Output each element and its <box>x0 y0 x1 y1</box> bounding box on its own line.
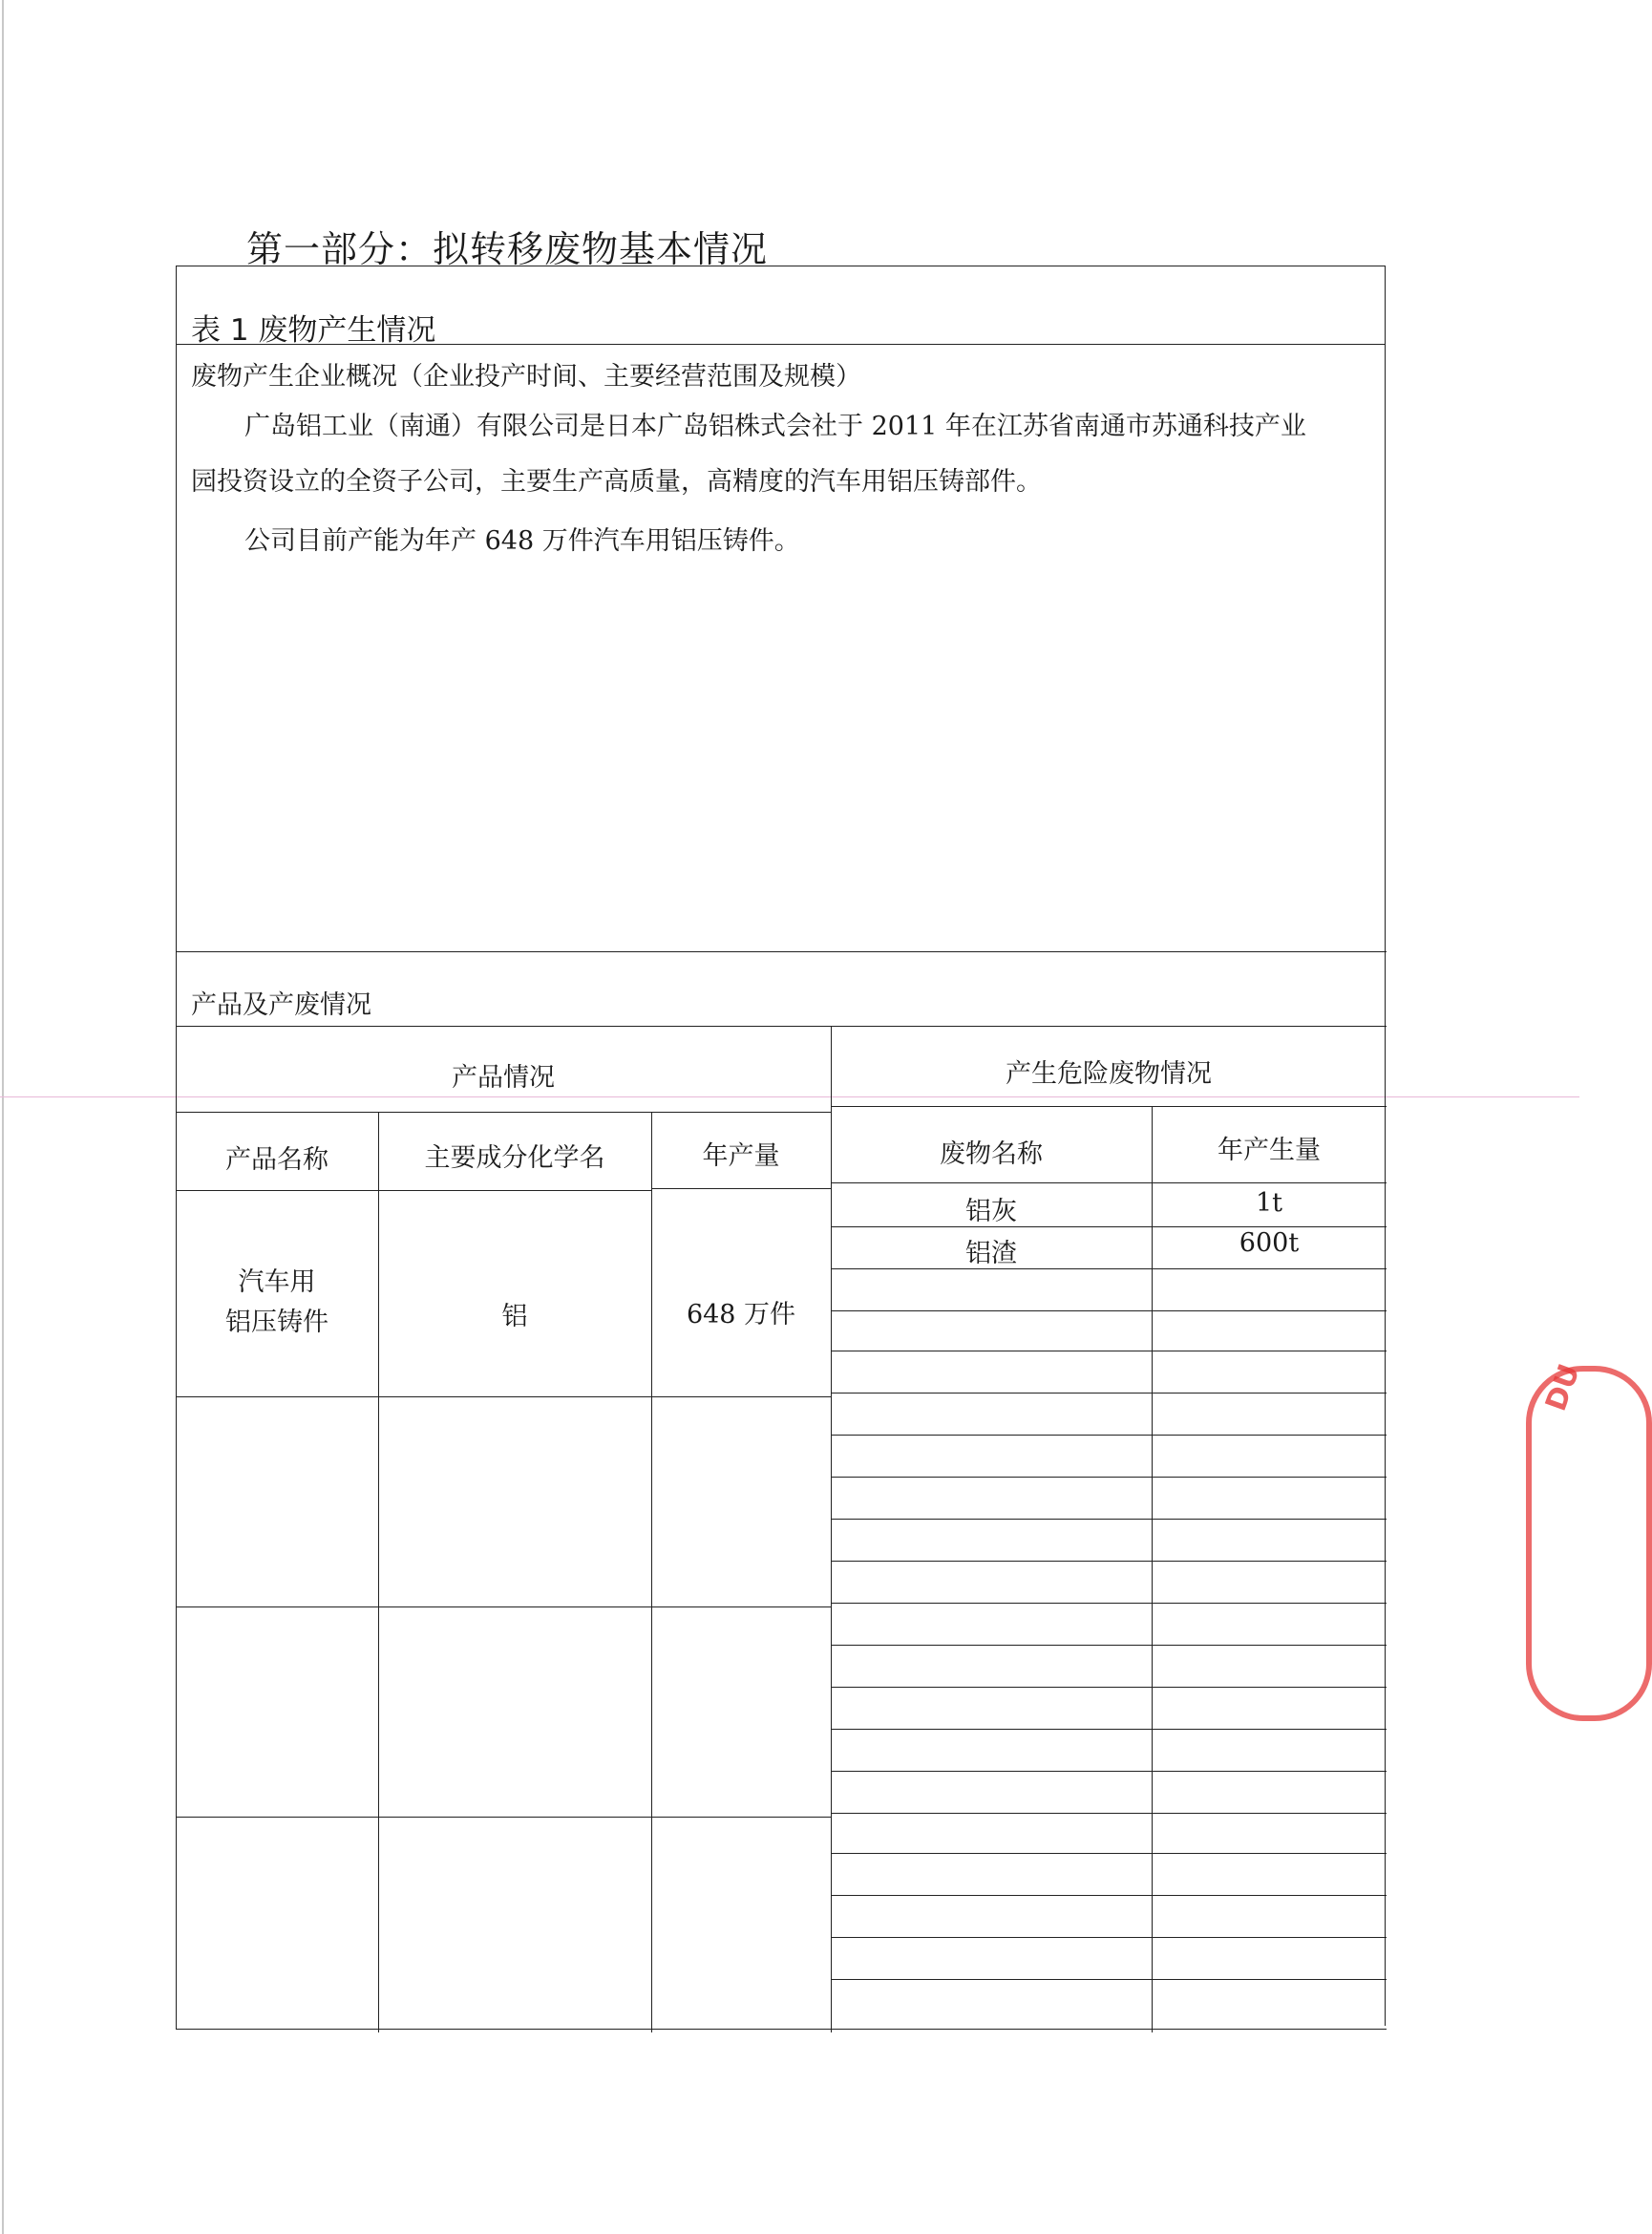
product-name-line1: 汽车用 <box>238 1267 316 1297</box>
rule <box>651 1188 831 1189</box>
col-annual-output: 年产量 <box>702 1141 780 1171</box>
rule <box>831 1603 1387 1604</box>
rule <box>831 1106 1387 1107</box>
rule <box>831 1687 1387 1688</box>
rule <box>831 1853 1387 1854</box>
rule <box>831 1771 1387 1772</box>
table-title: 表 1 废物产生情况 <box>191 313 436 348</box>
rule <box>831 1226 1387 1227</box>
waste-amount-1: 1t <box>1255 1188 1283 1218</box>
scan-edge <box>2 0 4 2234</box>
col-annual-generation: 年产生量 <box>1218 1136 1321 1165</box>
waste-name-2: 铝渣 <box>965 1239 1017 1268</box>
col-product-name: 产品名称 <box>225 1145 328 1175</box>
rule <box>176 1112 831 1113</box>
overview-para1-line1: 广岛铝工业（南通）有限公司是日本广岛铝株式会社于 2011 年在江苏省南通市苏通科技产业 <box>244 412 1306 441</box>
rule <box>831 1519 1387 1520</box>
rule <box>831 1477 1387 1478</box>
row-rule <box>176 1817 831 1818</box>
table-border-bottom <box>176 2029 1387 2030</box>
product-output: 648 万件 <box>686 1300 796 1330</box>
product-name-line2: 铝压铸件 <box>225 1308 328 1337</box>
rule <box>176 344 1385 345</box>
rule <box>176 1026 1387 1027</box>
rule <box>831 1895 1387 1896</box>
waste-table <box>176 266 1385 2176</box>
row-rule <box>176 1606 831 1607</box>
rule <box>176 1190 651 1191</box>
rule <box>831 1937 1387 1938</box>
rule <box>831 1561 1387 1562</box>
waste-amount-2: 600t <box>1239 1228 1300 1258</box>
row-rule <box>176 1396 831 1397</box>
rule <box>831 1979 1387 1980</box>
col-main-component: 主要成分化学名 <box>424 1143 605 1173</box>
rule <box>831 1729 1387 1730</box>
company-seal <box>1526 1366 1652 1721</box>
overview-para2: 公司目前产能为年产 648 万件汽车用铝压铸件。 <box>244 526 800 556</box>
rule <box>831 1813 1387 1814</box>
seal-text: DU <box>1539 1359 1587 1415</box>
col-divider <box>378 1112 379 2032</box>
rule <box>831 1182 1387 1183</box>
overview-para1-line2: 园投资设立的全资子公司，主要生产高质量，高精度的汽车用铝压铸部件。 <box>191 467 1042 497</box>
overview-label: 废物产生企业概况（企业投产时间、主要经营范围及规模） <box>191 362 861 392</box>
waste-name-1: 铝灰 <box>965 1197 1017 1226</box>
rule <box>831 1268 1387 1269</box>
col-divider <box>831 1026 832 2032</box>
group-header-products: 产品情况 <box>452 1063 555 1093</box>
rule <box>176 951 1387 952</box>
product-name-cell <box>176 1263 378 1343</box>
col-divider <box>651 1112 652 2032</box>
rule <box>831 1435 1387 1436</box>
rule <box>831 1393 1387 1394</box>
product-component: 铝 <box>501 1302 528 1331</box>
rule <box>831 1645 1387 1646</box>
group-header-hazardous-waste: 产生危险废物情况 <box>1006 1059 1212 1089</box>
products-section-label: 产品及产废情况 <box>191 990 371 1020</box>
rule <box>831 1310 1387 1311</box>
col-waste-name: 废物名称 <box>940 1139 1043 1169</box>
section-title: 第一部分：拟转移废物基本情况 <box>246 228 769 270</box>
